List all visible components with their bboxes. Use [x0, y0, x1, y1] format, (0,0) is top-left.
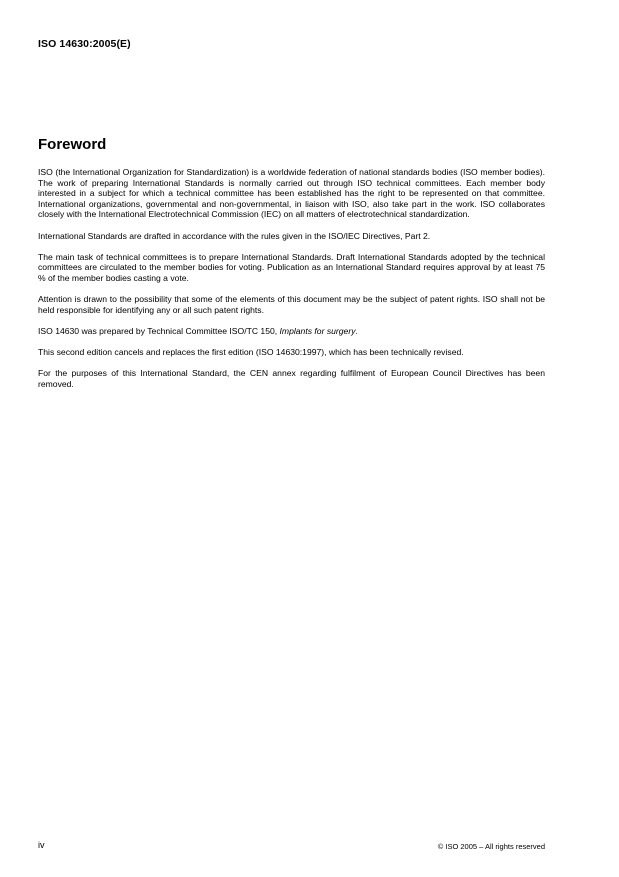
document-id-header: ISO 14630:2005(E): [38, 38, 131, 50]
paragraph-iso-overview: ISO (the International Organization for Standardization) is a worldwide federation of national standards bodies (ISO member bodies). The work of preparing International Standards is normally carried out through ISO technical committees. Each member body interested in a subject for which a technical committee has been established has the right to be represented on that committee. International organizations, governmental and non-governmental, in liaison with ISO, also take part in the work. ISO collaborates closely with the International Electrotechnical Commission (IEC) on all matters of electrotechnical standardization.: [38, 167, 545, 220]
paragraph-drafting-rules: International Standards are drafted in accordance with the rules given in the ISO/IEC Directives, Part 2.: [38, 230, 431, 241]
foreword-body: [38, 167, 545, 400]
paragraph-prepared-by: [38, 326, 545, 337]
committee-name: Implants for surgery: [279, 325, 356, 336]
copyright-notice: © ISO 2005 – All rights reserved: [437, 842, 545, 851]
page-number: iv: [38, 840, 45, 850]
prepared-by-end: .: [355, 325, 358, 336]
paragraph-cen-annex: For the purposes of this International Standard, the CEN annex regarding fulfilment of European Council Directives has been removed.: [38, 368, 545, 389]
prepared-by-text: ISO 14630 was prepared by Technical Committee ISO/TC 150,: [38, 325, 280, 336]
paragraph-patent-notice: Attention is drawn to the possibility that some of the elements of this document may be the subject of patent rights. ISO shall not be held responsible for identifying any or all such patent rights.: [38, 294, 545, 315]
section-title: Foreword: [38, 136, 107, 153]
paragraph-edition-note: This second edition cancels and replaces the first edition (ISO 14630:1997), which has been technically revised.: [38, 347, 464, 358]
paragraph-committee-task: The main task of technical committees is to prepare International Standards. Draft International Standards adopted by the technical committees are circulated to the member bodies for voting. Publication as an International Standard requires approval by at least 75 % of the member bodies casting a vote.: [38, 251, 545, 283]
